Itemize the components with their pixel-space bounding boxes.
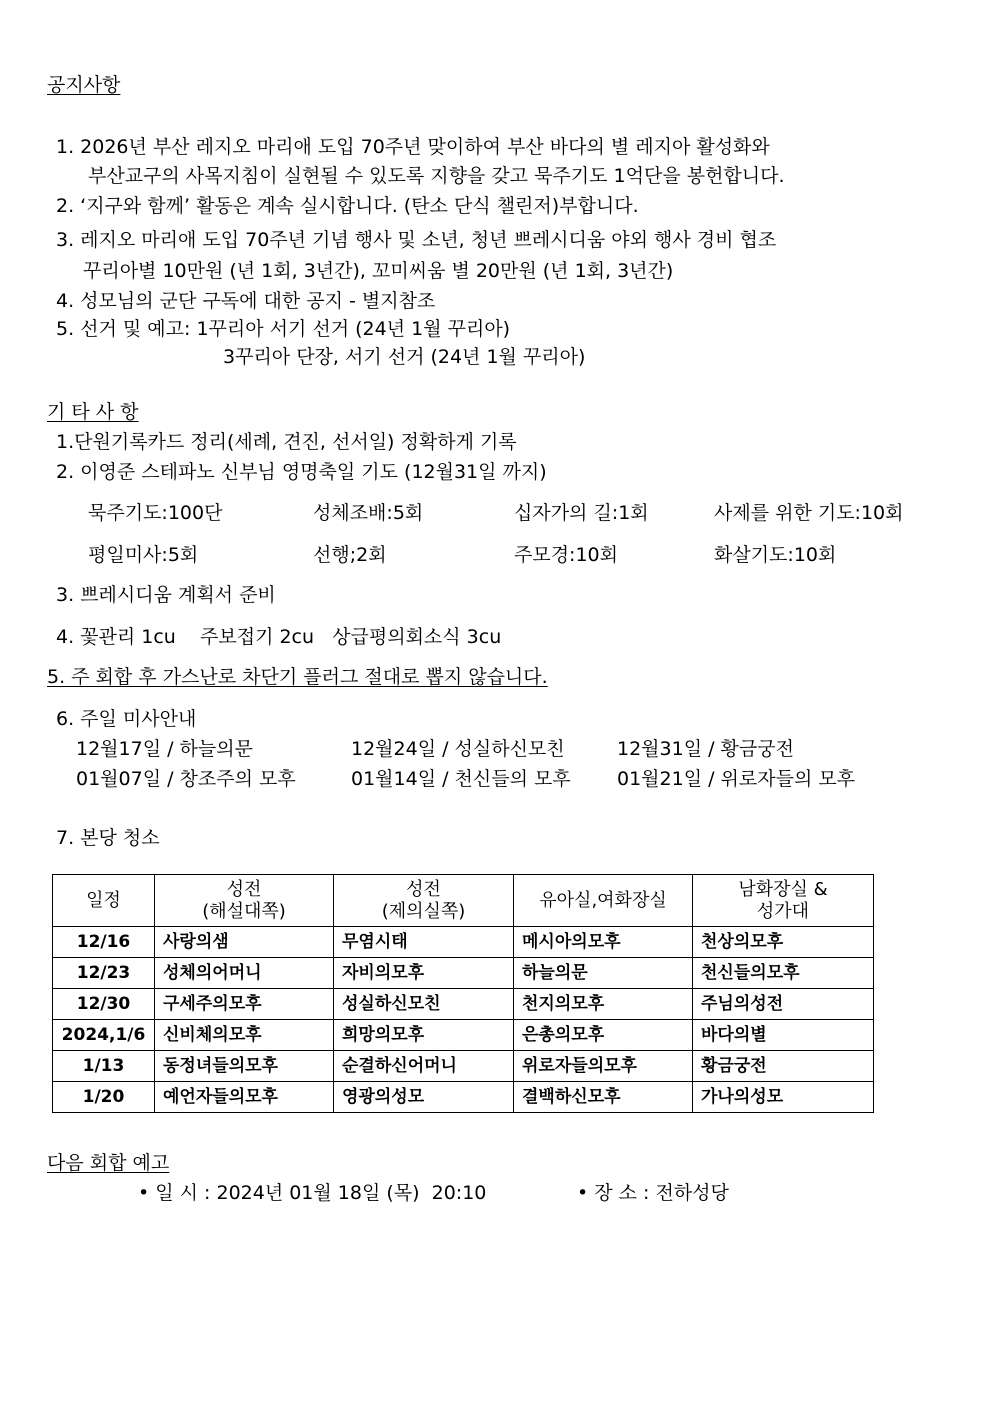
table-cell: 주님의성전: [693, 989, 874, 1020]
next-meeting-place: • 장 소 : 전하성당: [577, 1182, 729, 1204]
mass-schedule-6: 01월21일 / 위로자들의 모후: [617, 768, 856, 790]
table-cell: 희망의모후: [334, 1020, 514, 1051]
mass-schedule-1: 12월17일 / 하늘의문: [76, 738, 253, 760]
prayer-adoration: 성체조배:5회: [313, 502, 424, 524]
table-cell: 결백하신모후: [514, 1082, 693, 1113]
notice-item-5-cont: 3꾸리아 단장, 서기 선거 (24년 1월 꾸리아): [223, 346, 586, 368]
header-sanctuary-lectern: 성전 (해설대쪽): [155, 875, 334, 927]
header-date: 일정: [53, 875, 155, 927]
other-item-7: 7. 본당 청소: [56, 827, 160, 849]
other-item-1: 1.단원기록카드 정리(세례, 견진, 선서일) 정확하게 기록: [56, 431, 517, 453]
other-item-2: 2. 이영준 스테파노 신부님 영명축일 기도 (12월31일 까지): [56, 461, 547, 483]
table-cell: 1/13: [53, 1051, 155, 1082]
table-row: [53, 927, 874, 958]
table-cell: 메시아의모후: [514, 927, 693, 958]
notice-item-5: 5. 선거 및 예고: 1꾸리아 서기 선거 (24년 1월 꾸리아): [56, 318, 511, 340]
table-cell: 예언자들의모후: [155, 1082, 334, 1113]
table-cell: 천신들의모후: [693, 958, 874, 989]
notice-item-3-cont: 꾸리아별 10만원 (년 1회, 3년간), 꼬미씨움 별 20만원 (년 1회, 3년간): [83, 260, 674, 282]
table-cell: 가나의성모: [693, 1082, 874, 1113]
notice-title: 공지사항: [47, 74, 121, 96]
table-cell: 12/30: [53, 989, 155, 1020]
table-cell: 천상의모후: [693, 927, 874, 958]
mass-schedule-2: 12월24일 / 성실하신모친: [351, 738, 565, 760]
prayer-weekday-mass: 평일미사:5회: [88, 544, 199, 566]
prayer-arrow-prayer: 화살기도:10회: [714, 544, 837, 566]
notice-item-2: 2. ‘지구와 함께’ 활동은 계속 실시합니다. (탄소 단식 챌린저)부합니다.: [56, 195, 639, 217]
other-title: 기 타 사 항: [47, 401, 139, 423]
table-cell: 1/20: [53, 1082, 155, 1113]
header-mens-choir: 남화장실 & 성가대: [693, 875, 874, 927]
table-header-row: [53, 875, 874, 927]
prayer-priests: 사제를 위한 기도:10회: [714, 502, 904, 524]
table-cell: 위로자들의모후: [514, 1051, 693, 1082]
table-cell: 영광의성모: [334, 1082, 514, 1113]
prayer-rosary: 묵주기도:100단: [88, 502, 223, 524]
table-cell: 사랑의샘: [155, 927, 334, 958]
notice-item-3: 3. 레지오 마리애 도입 70주년 기념 행사 및 소년, 청년 쁘레시디움 야외 행사 경비 협조: [56, 229, 777, 251]
notice-item-1-cont: 부산교구의 사목지침이 실현될 수 있도록 지향을 갖고 묵주기도 1억단을 봉헌합니다.: [88, 165, 785, 187]
next-meeting-datetime: • 일 시 : 2024년 01월 18일 (목) 20:10: [138, 1182, 487, 1204]
table-cell: 신비체의모후: [155, 1020, 334, 1051]
table-cell: 황금궁전: [693, 1051, 874, 1082]
table-row: [53, 958, 874, 989]
table-cell: 무염시태: [334, 927, 514, 958]
cleaning-table: [52, 874, 874, 1113]
table-cell: 12/23: [53, 958, 155, 989]
other-item-5: 5. 주 회합 후 가스난로 차단기 플러그 절대로 뽑지 않습니다.: [47, 666, 548, 688]
other-item-4: 4. 꽃관리 1cu 주보접기 2cu 상급평의회소식 3cu: [56, 626, 502, 648]
table-row: [53, 1020, 874, 1051]
table-row: [53, 989, 874, 1020]
table-cell: 은총의모후: [514, 1020, 693, 1051]
mass-schedule-5: 01월14일 / 천신들의 모후: [351, 768, 571, 790]
notice-item-4: 4. 성모님의 군단 구독에 대한 공지 - 별지참조: [56, 290, 436, 312]
table-cell: 성체의어머니: [155, 958, 334, 989]
table-cell: 12/16: [53, 927, 155, 958]
table-cell: 자비의모후: [334, 958, 514, 989]
mass-schedule-3: 12월31일 / 황금궁전: [617, 738, 794, 760]
header-sanctuary-sacristy: 성전 (제의실쪽): [334, 875, 514, 927]
prayer-good-deeds: 선행;2회: [313, 544, 387, 566]
table-cell: 순결하신어머니: [334, 1051, 514, 1082]
table-cell: 동정녀들의모후: [155, 1051, 334, 1082]
other-item-3: 3. 쁘레시디움 계획서 준비: [56, 584, 276, 606]
notice-item-1: 1. 2026년 부산 레지오 마리애 도입 70주년 맞이하여 부산 바다의 별 레지아 활성화와: [56, 136, 770, 158]
table-row: [53, 1082, 874, 1113]
table-cell: 하늘의문: [514, 958, 693, 989]
prayer-lords-prayer: 주모경:10회: [514, 544, 618, 566]
next-meeting-title: 다음 회합 예고: [47, 1152, 170, 1174]
header-nursery-womens: 유아실,여화장실: [514, 875, 693, 927]
prayer-stations: 십자가의 길:1회: [514, 502, 649, 524]
table-cell: 성실하신모친: [334, 989, 514, 1020]
table-cell: 2024,1/6: [53, 1020, 155, 1051]
other-item-6: 6. 주일 미사안내: [56, 708, 197, 730]
table-cell: 천지의모후: [514, 989, 693, 1020]
table-row: [53, 1051, 874, 1082]
mass-schedule-4: 01월07일 / 창조주의 모후: [76, 768, 296, 790]
table-cell: 구세주의모후: [155, 989, 334, 1020]
table-cell: 바다의별: [693, 1020, 874, 1051]
